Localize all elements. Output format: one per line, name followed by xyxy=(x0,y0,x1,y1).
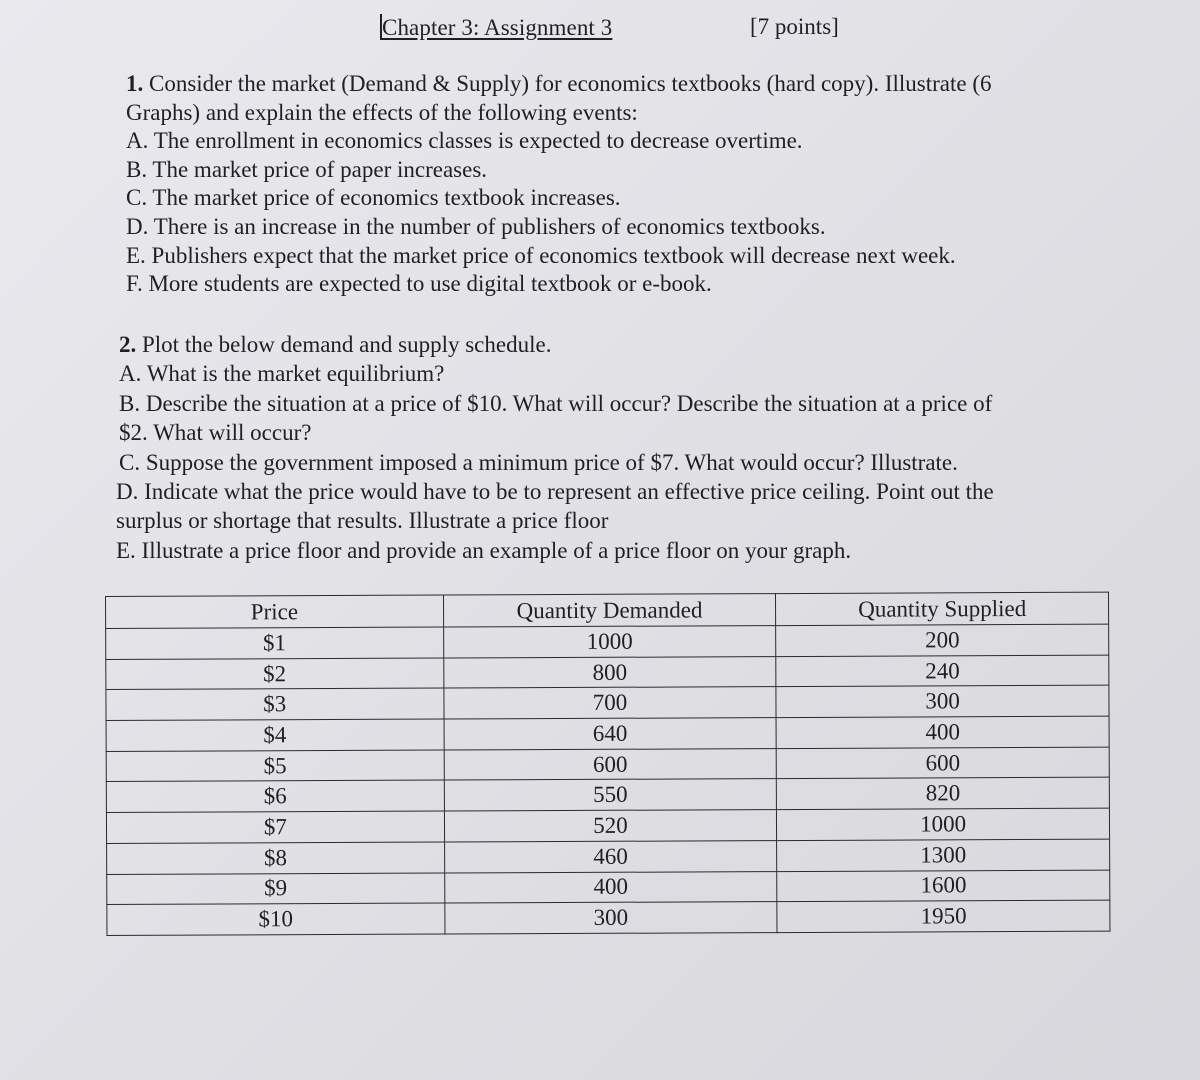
quantity-demanded-cell: 460 xyxy=(444,840,777,872)
demand-supply-schedule-table xyxy=(105,592,1110,936)
quantity-supplied-cell: 1950 xyxy=(777,900,1110,932)
quantity-demanded-cell: 300 xyxy=(444,902,777,934)
question-2-item-a: A. What is the market equilibrium? xyxy=(119,361,445,387)
quantity-supplied-cell: 400 xyxy=(776,716,1109,748)
price-cell: $10 xyxy=(107,903,445,935)
table-row xyxy=(106,655,1109,690)
question-2-item-b-cont: $2. What will occur? xyxy=(119,420,312,446)
assignment-title-text: Chapter 3: Assignment 3 xyxy=(382,15,613,40)
question-1-item-c: C. The market price of economics textbook increases. xyxy=(126,185,621,211)
column-header-price: Price xyxy=(106,595,444,628)
quantity-demanded-cell: 520 xyxy=(444,810,777,842)
table-row xyxy=(107,870,1110,905)
question-1-number: 1. xyxy=(126,71,144,96)
price-cell: $1 xyxy=(106,627,444,659)
quantity-demanded-cell: 550 xyxy=(444,779,777,811)
table-row xyxy=(107,900,1110,935)
table-row xyxy=(106,624,1109,659)
question-2-number: 2. xyxy=(119,332,137,357)
quantity-demanded-cell: 1000 xyxy=(443,626,776,658)
column-header-quantity-demanded: Quantity Demanded xyxy=(443,594,776,627)
price-cell: $3 xyxy=(106,688,444,720)
question-2-item-c: C. Suppose the government imposed a minimum price of $7. What would occur? Illustrate. xyxy=(119,449,958,475)
quantity-supplied-cell: 1600 xyxy=(777,870,1110,902)
price-cell: $7 xyxy=(106,811,444,843)
question-1-item-a: A. The enrollment in economics classes is expected to decrease overtime. xyxy=(126,128,803,154)
question-2-prompt xyxy=(116,330,1096,359)
question-2-item-b: B. Describe the situation at a price of $10. What will occur? Describe the situation at a price of xyxy=(119,390,993,416)
price-cell: $2 xyxy=(106,658,444,690)
price-cell: $8 xyxy=(107,842,445,874)
quantity-supplied-cell: 1300 xyxy=(777,839,1110,871)
question-1-item-b: B. The market price of paper increases. xyxy=(126,156,488,182)
quantity-supplied-cell: 200 xyxy=(776,624,1109,656)
quantity-supplied-cell: 240 xyxy=(776,655,1109,687)
quantity-demanded-cell: 800 xyxy=(443,656,776,688)
column-header-quantity-supplied: Quantity Supplied xyxy=(776,592,1109,625)
table-row xyxy=(106,747,1109,782)
question-1-prompt-line-2: Graphs) and explain the effects of the following events: xyxy=(126,99,638,125)
table-row xyxy=(106,808,1109,843)
quantity-supplied-cell: 600 xyxy=(776,747,1109,779)
question-2-item-d: D. Indicate what the price would have to be to represent an effective price ceiling. Point out the xyxy=(116,479,994,505)
quantity-supplied-cell: 300 xyxy=(776,685,1109,717)
table-row xyxy=(107,839,1110,874)
quantity-supplied-cell: 1000 xyxy=(777,808,1110,840)
question-1 xyxy=(126,70,1086,299)
price-cell: $6 xyxy=(106,780,444,812)
quantity-demanded-cell: 600 xyxy=(444,748,777,780)
points-label: [7 points] xyxy=(750,14,839,39)
quantity-demanded-cell: 700 xyxy=(444,687,777,719)
question-2 xyxy=(116,330,1096,565)
question-2-item-e: E. Illustrate a price floor and provide an example of a price floor on your graph. xyxy=(116,537,852,563)
question-2-item-d-cont: surplus or shortage that results. Illustrate a price floor xyxy=(116,508,609,534)
quantity-supplied-cell: 820 xyxy=(777,778,1110,810)
question-2-prompt-text: Plot the below demand and supply schedule. xyxy=(142,332,552,357)
quantity-demanded-cell: 400 xyxy=(444,871,777,903)
table-header-row xyxy=(106,592,1109,628)
price-cell: $4 xyxy=(106,719,444,751)
question-1-prompt xyxy=(126,70,1086,99)
table-row xyxy=(106,685,1109,720)
price-cell: $5 xyxy=(106,750,444,782)
quantity-demanded-cell: 640 xyxy=(444,718,777,750)
question-1-item-d: D. There is an increase in the number of publishers of economics textbooks. xyxy=(126,213,826,239)
question-1-item-e: E. Publishers expect that the market price of economics textbook will decrease next week. xyxy=(126,242,956,268)
assignment-title xyxy=(380,14,612,41)
table-row xyxy=(106,716,1109,751)
price-cell: $9 xyxy=(107,873,445,905)
question-1-prompt-line-1: Consider the market (Demand & Supply) for economics textbooks (hard copy). Illustrate (6 xyxy=(149,71,992,96)
question-1-item-f: F. More students are expected to use digital textbook or e-book. xyxy=(126,271,712,297)
table-row xyxy=(106,778,1109,813)
